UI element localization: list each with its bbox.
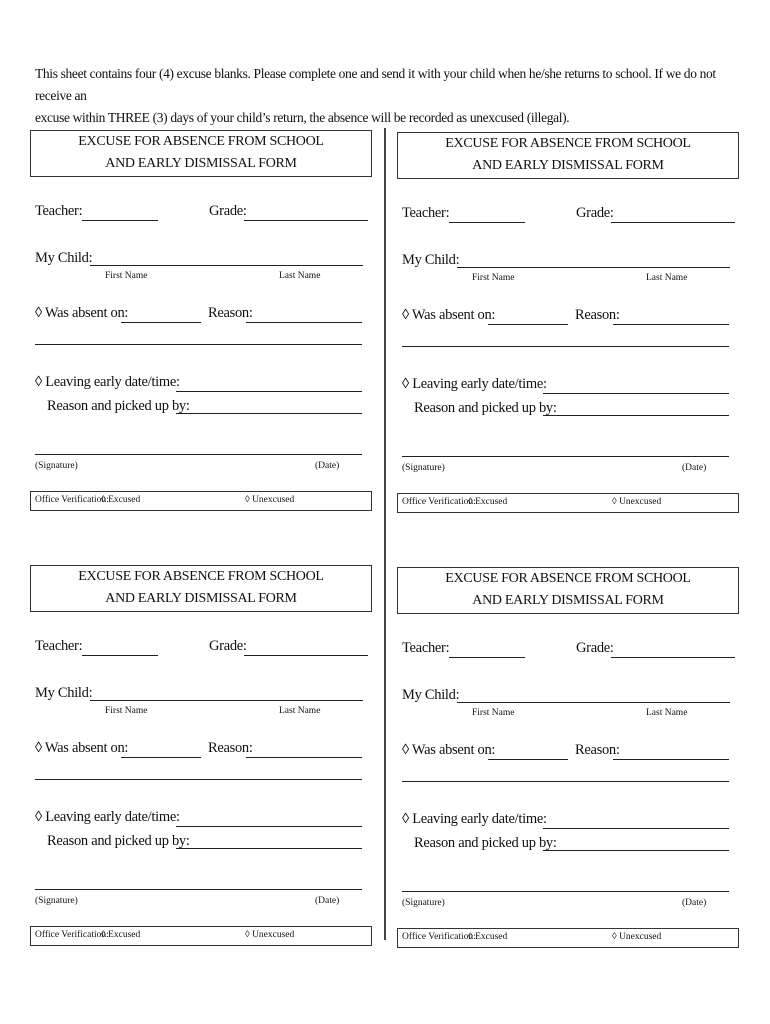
absent-label: ◊ Was absent on: bbox=[402, 742, 496, 758]
picked-up-label: Reason and picked up by: bbox=[47, 398, 190, 414]
column-divider bbox=[384, 128, 386, 940]
leaving-early-label: ◊ Leaving early date/time: bbox=[402, 376, 547, 392]
unexcused-option[interactable]: ◊ Unexcused bbox=[245, 930, 295, 940]
leaving-early-field[interactable] bbox=[543, 393, 729, 394]
grade-field[interactable] bbox=[611, 222, 735, 223]
office-verification-label: Office Verification: bbox=[402, 497, 476, 507]
grade-label: Grade: bbox=[209, 203, 247, 219]
child-label: My Child: bbox=[35, 685, 93, 701]
grade-field[interactable] bbox=[611, 657, 735, 658]
picked-up-label: Reason and picked up by: bbox=[414, 835, 557, 851]
office-verification bbox=[30, 491, 372, 511]
leaving-early-field[interactable] bbox=[543, 828, 729, 829]
excuse-form-3 bbox=[30, 565, 378, 985]
child-label: My Child: bbox=[402, 687, 460, 703]
absent-date-field[interactable] bbox=[121, 322, 201, 323]
grade-field[interactable] bbox=[244, 220, 368, 221]
signature-caption: (Signature) bbox=[402, 463, 445, 473]
teacher-field[interactable] bbox=[82, 655, 158, 656]
date-caption: (Date) bbox=[315, 461, 340, 471]
signature-caption: (Signature) bbox=[35, 896, 78, 906]
form-title bbox=[397, 132, 739, 179]
teacher-label: Teacher: bbox=[402, 205, 450, 221]
excuse-form-4 bbox=[397, 567, 745, 987]
leaving-early-label: ◊ Leaving early date/time: bbox=[402, 811, 547, 827]
reason-field-line-2[interactable] bbox=[35, 344, 362, 345]
leaving-early-field[interactable] bbox=[176, 391, 362, 392]
form-title-line-1: EXCUSE FOR ABSENCE FROM SCHOOL bbox=[78, 134, 324, 149]
form-title bbox=[30, 130, 372, 177]
reason-label: Reason: bbox=[208, 740, 253, 756]
signature-line[interactable] bbox=[402, 456, 729, 457]
first-name-caption: First Name bbox=[472, 708, 515, 718]
teacher-field[interactable] bbox=[449, 222, 525, 223]
unexcused-option[interactable]: ◊ Unexcused bbox=[612, 497, 662, 507]
reason-field[interactable] bbox=[246, 757, 362, 758]
absent-date-field[interactable] bbox=[488, 759, 568, 760]
child-label: My Child: bbox=[402, 252, 460, 268]
date-caption: (Date) bbox=[315, 896, 340, 906]
excused-option[interactable]: ◊ Excused bbox=[101, 930, 141, 940]
form-title-line-1: EXCUSE FOR ABSENCE FROM SCHOOL bbox=[445, 136, 691, 151]
last-name-caption: Last Name bbox=[646, 273, 688, 283]
office-verification bbox=[397, 493, 739, 513]
first-name-caption: First Name bbox=[105, 271, 148, 281]
teacher-label: Teacher: bbox=[402, 640, 450, 656]
reason-label: Reason: bbox=[208, 305, 253, 321]
signature-line[interactable] bbox=[402, 891, 729, 892]
date-caption: (Date) bbox=[682, 463, 707, 473]
date-caption: (Date) bbox=[682, 898, 707, 908]
unexcused-option[interactable]: ◊ Unexcused bbox=[245, 495, 295, 505]
absent-date-field[interactable] bbox=[488, 324, 568, 325]
excuse-form-1 bbox=[30, 130, 378, 550]
picked-up-label: Reason and picked up by: bbox=[47, 833, 190, 849]
grade-label: Grade: bbox=[576, 205, 614, 221]
grade-label: Grade: bbox=[209, 638, 247, 654]
reason-field[interactable] bbox=[246, 322, 362, 323]
reason-label: Reason: bbox=[575, 307, 620, 323]
instructions-line-2: excuse within THREE (3) days of your child’s return, the absence will be recorded as unexcused (illegal). bbox=[35, 110, 570, 125]
child-name-field[interactable] bbox=[90, 265, 363, 266]
office-verification-label: Office Verification: bbox=[35, 495, 109, 505]
last-name-caption: Last Name bbox=[646, 708, 688, 718]
picked-up-label: Reason and picked up by: bbox=[414, 400, 557, 416]
last-name-caption: Last Name bbox=[279, 706, 321, 716]
excused-option[interactable]: ◊ Excused bbox=[468, 497, 508, 507]
form-title bbox=[397, 567, 739, 614]
grade-field[interactable] bbox=[244, 655, 368, 656]
reason-field[interactable] bbox=[613, 759, 729, 760]
form-title-line-2: AND EARLY DISMISSAL FORM bbox=[105, 591, 297, 606]
excuse-form-2 bbox=[397, 132, 745, 552]
leaving-early-label: ◊ Leaving early date/time: bbox=[35, 809, 180, 825]
picked-up-field[interactable] bbox=[543, 850, 729, 851]
absent-label: ◊ Was absent on: bbox=[402, 307, 496, 323]
form-title-line-2: AND EARLY DISMISSAL FORM bbox=[472, 158, 664, 173]
leaving-early-field[interactable] bbox=[176, 826, 362, 827]
absent-label: ◊ Was absent on: bbox=[35, 305, 129, 321]
first-name-caption: First Name bbox=[105, 706, 148, 716]
form-title-line-2: AND EARLY DISMISSAL FORM bbox=[472, 593, 664, 608]
leaving-early-label: ◊ Leaving early date/time: bbox=[35, 374, 180, 390]
child-name-field[interactable] bbox=[90, 700, 363, 701]
instructions-line-1: This sheet contains four (4) excuse blanks. Please complete one and send it with your child when he/she returns to school. If we do not receive an bbox=[35, 66, 716, 103]
child-label: My Child: bbox=[35, 250, 93, 266]
reason-field[interactable] bbox=[613, 324, 729, 325]
office-verification bbox=[30, 926, 372, 946]
reason-field-line-2[interactable] bbox=[402, 346, 729, 347]
office-verification-label: Office Verification: bbox=[35, 930, 109, 940]
picked-up-field[interactable] bbox=[543, 415, 729, 416]
signature-line[interactable] bbox=[35, 889, 362, 890]
child-name-field[interactable] bbox=[457, 702, 730, 703]
form-title-line-2: AND EARLY DISMISSAL FORM bbox=[105, 156, 297, 171]
teacher-label: Teacher: bbox=[35, 203, 83, 219]
reason-field-line-2[interactable] bbox=[402, 781, 729, 782]
office-verification bbox=[397, 928, 739, 948]
reason-label: Reason: bbox=[575, 742, 620, 758]
signature-line[interactable] bbox=[35, 454, 362, 455]
signature-caption: (Signature) bbox=[35, 461, 78, 471]
unexcused-option[interactable]: ◊ Unexcused bbox=[612, 932, 662, 942]
picked-up-field[interactable] bbox=[176, 848, 362, 849]
teacher-field[interactable] bbox=[449, 657, 525, 658]
absent-date-field[interactable] bbox=[121, 757, 201, 758]
picked-up-field[interactable] bbox=[176, 413, 362, 414]
office-verification-label: Office Verification: bbox=[402, 932, 476, 942]
signature-caption: (Signature) bbox=[402, 898, 445, 908]
reason-field-line-2[interactable] bbox=[35, 779, 362, 780]
form-title-line-1: EXCUSE FOR ABSENCE FROM SCHOOL bbox=[445, 571, 691, 586]
last-name-caption: Last Name bbox=[279, 271, 321, 281]
excused-option[interactable]: ◊ Excused bbox=[468, 932, 508, 942]
teacher-label: Teacher: bbox=[35, 638, 83, 654]
form-title-line-1: EXCUSE FOR ABSENCE FROM SCHOOL bbox=[78, 569, 324, 584]
instructions bbox=[35, 63, 735, 129]
first-name-caption: First Name bbox=[472, 273, 515, 283]
grade-label: Grade: bbox=[576, 640, 614, 656]
excused-option[interactable]: ◊ Excused bbox=[101, 495, 141, 505]
form-title bbox=[30, 565, 372, 612]
teacher-field[interactable] bbox=[82, 220, 158, 221]
absent-label: ◊ Was absent on: bbox=[35, 740, 129, 756]
child-name-field[interactable] bbox=[457, 267, 730, 268]
